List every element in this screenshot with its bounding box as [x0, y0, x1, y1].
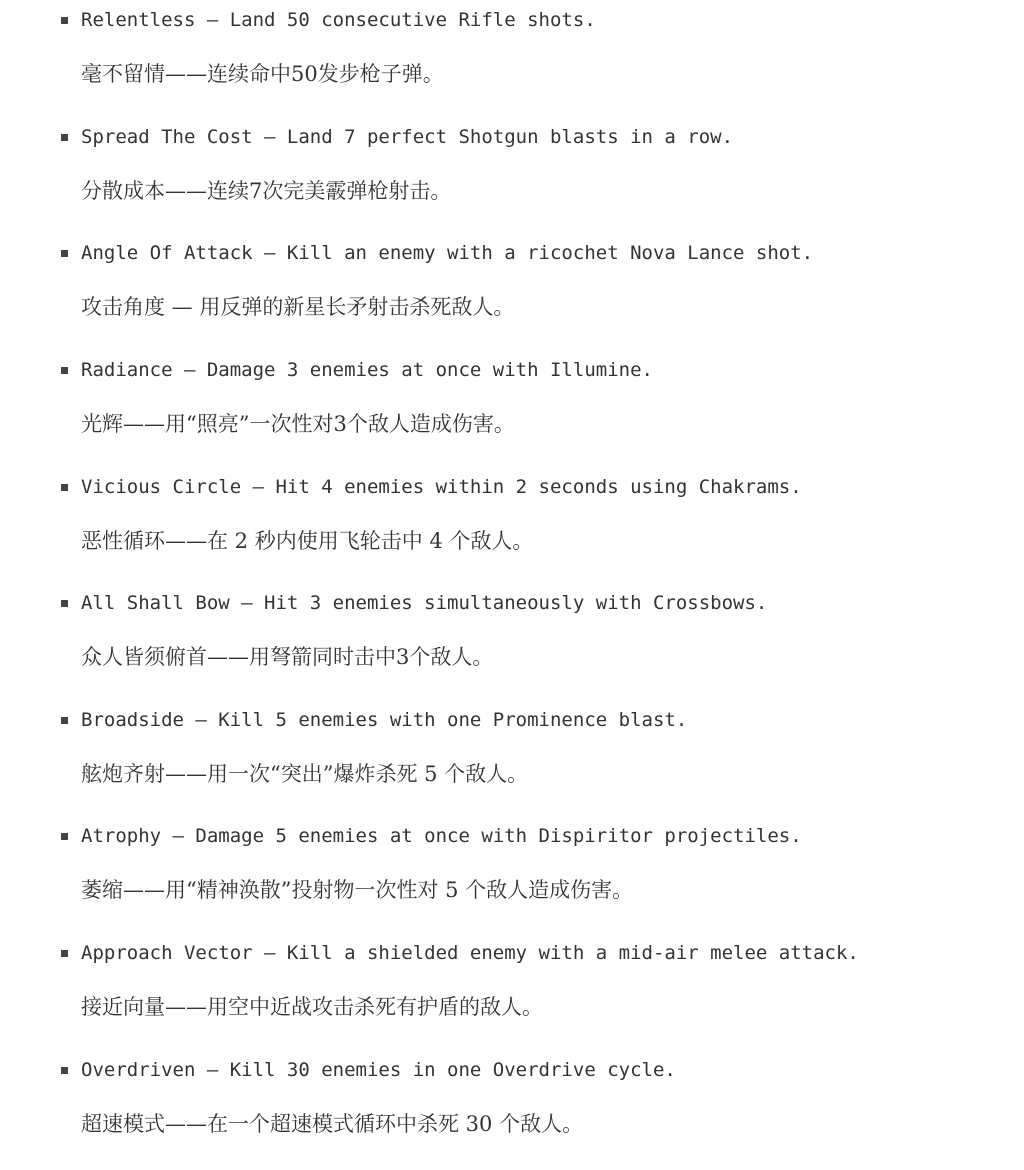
achievement-chinese: 光辉——用“照亮”一次性对3个敌人造成伤害。	[81, 412, 515, 436]
list-item	[0, 1050, 1024, 1167]
list-item	[0, 700, 1024, 817]
achievement-chinese: 萎缩——用“精神涣散”投射物一次性对 5 个敌人造成伤害。	[81, 878, 634, 902]
achievement-english: Overdriven — Kill 30 enemies in one Overdrive cycle.	[81, 1059, 676, 1081]
list-item	[0, 816, 1024, 933]
achievement-english: Angle Of Attack — Kill an enemy with a ricochet Nova Lance shot.	[81, 242, 814, 264]
achievement-chinese: 舷炮齐射——用一次“突出”爆炸杀死 5 个敌人。	[81, 762, 529, 786]
bullet-marker	[61, 134, 68, 141]
achievement-english: Atrophy — Damage 5 enemies at once with Dispiritor projectiles.	[81, 825, 802, 847]
achievement-chinese: 接近向量——用空中近战攻击杀死有护盾的敌人。	[81, 995, 543, 1019]
achievement-chinese: 分散成本——连续7次完美霰弹枪射击。	[81, 179, 452, 203]
list-item	[0, 583, 1024, 700]
achievement-chinese: 超速模式——在一个超速模式循环中杀死 30 个敌人。	[81, 1112, 584, 1136]
bullet-marker	[61, 484, 68, 491]
achievement-english: Relentless — Land 50 consecutive Rifle shots.	[81, 9, 596, 31]
achievement-english: All Shall Bow — Hit 3 enemies simultaneously with Crossbows.	[81, 592, 768, 614]
bullet-marker	[61, 17, 68, 24]
achievement-chinese: 毫不留情——连续命中50发步枪子弹。	[81, 62, 444, 86]
list-item	[0, 0, 1024, 117]
achievement-english: Spread The Cost — Land 7 perfect Shotgun blasts in a row.	[81, 126, 734, 148]
achievement-english: Broadside — Kill 5 enemies with one Prominence blast.	[81, 709, 688, 731]
bullet-marker	[61, 367, 68, 374]
bullet-marker	[61, 600, 68, 607]
bullet-marker	[61, 250, 68, 257]
achievement-english: Radiance — Damage 3 enemies at once with Illumine.	[81, 359, 653, 381]
bullet-marker	[61, 1067, 68, 1074]
bullet-marker	[61, 833, 68, 840]
achievement-chinese: 恶性循环——在 2 秒内使用飞轮击中 4 个敌人。	[81, 529, 534, 553]
list-item	[0, 350, 1024, 467]
bullet-marker	[61, 950, 68, 957]
achievement-english: Approach Vector — Kill a shielded enemy with a mid-air melee attack.	[81, 942, 859, 964]
list-item	[0, 467, 1024, 584]
list-item	[0, 233, 1024, 350]
list-item	[0, 933, 1024, 1050]
achievement-chinese: 攻击角度 — 用反弹的新星长矛射击杀死敌人。	[81, 295, 515, 319]
achievement-english: Vicious Circle — Hit 4 enemies within 2 seconds using Chakrams.	[81, 476, 802, 498]
achievement-chinese: 众人皆须俯首——用弩箭同时击中3个敌人。	[81, 645, 494, 669]
bullet-marker	[61, 717, 68, 724]
list-item	[0, 117, 1024, 234]
